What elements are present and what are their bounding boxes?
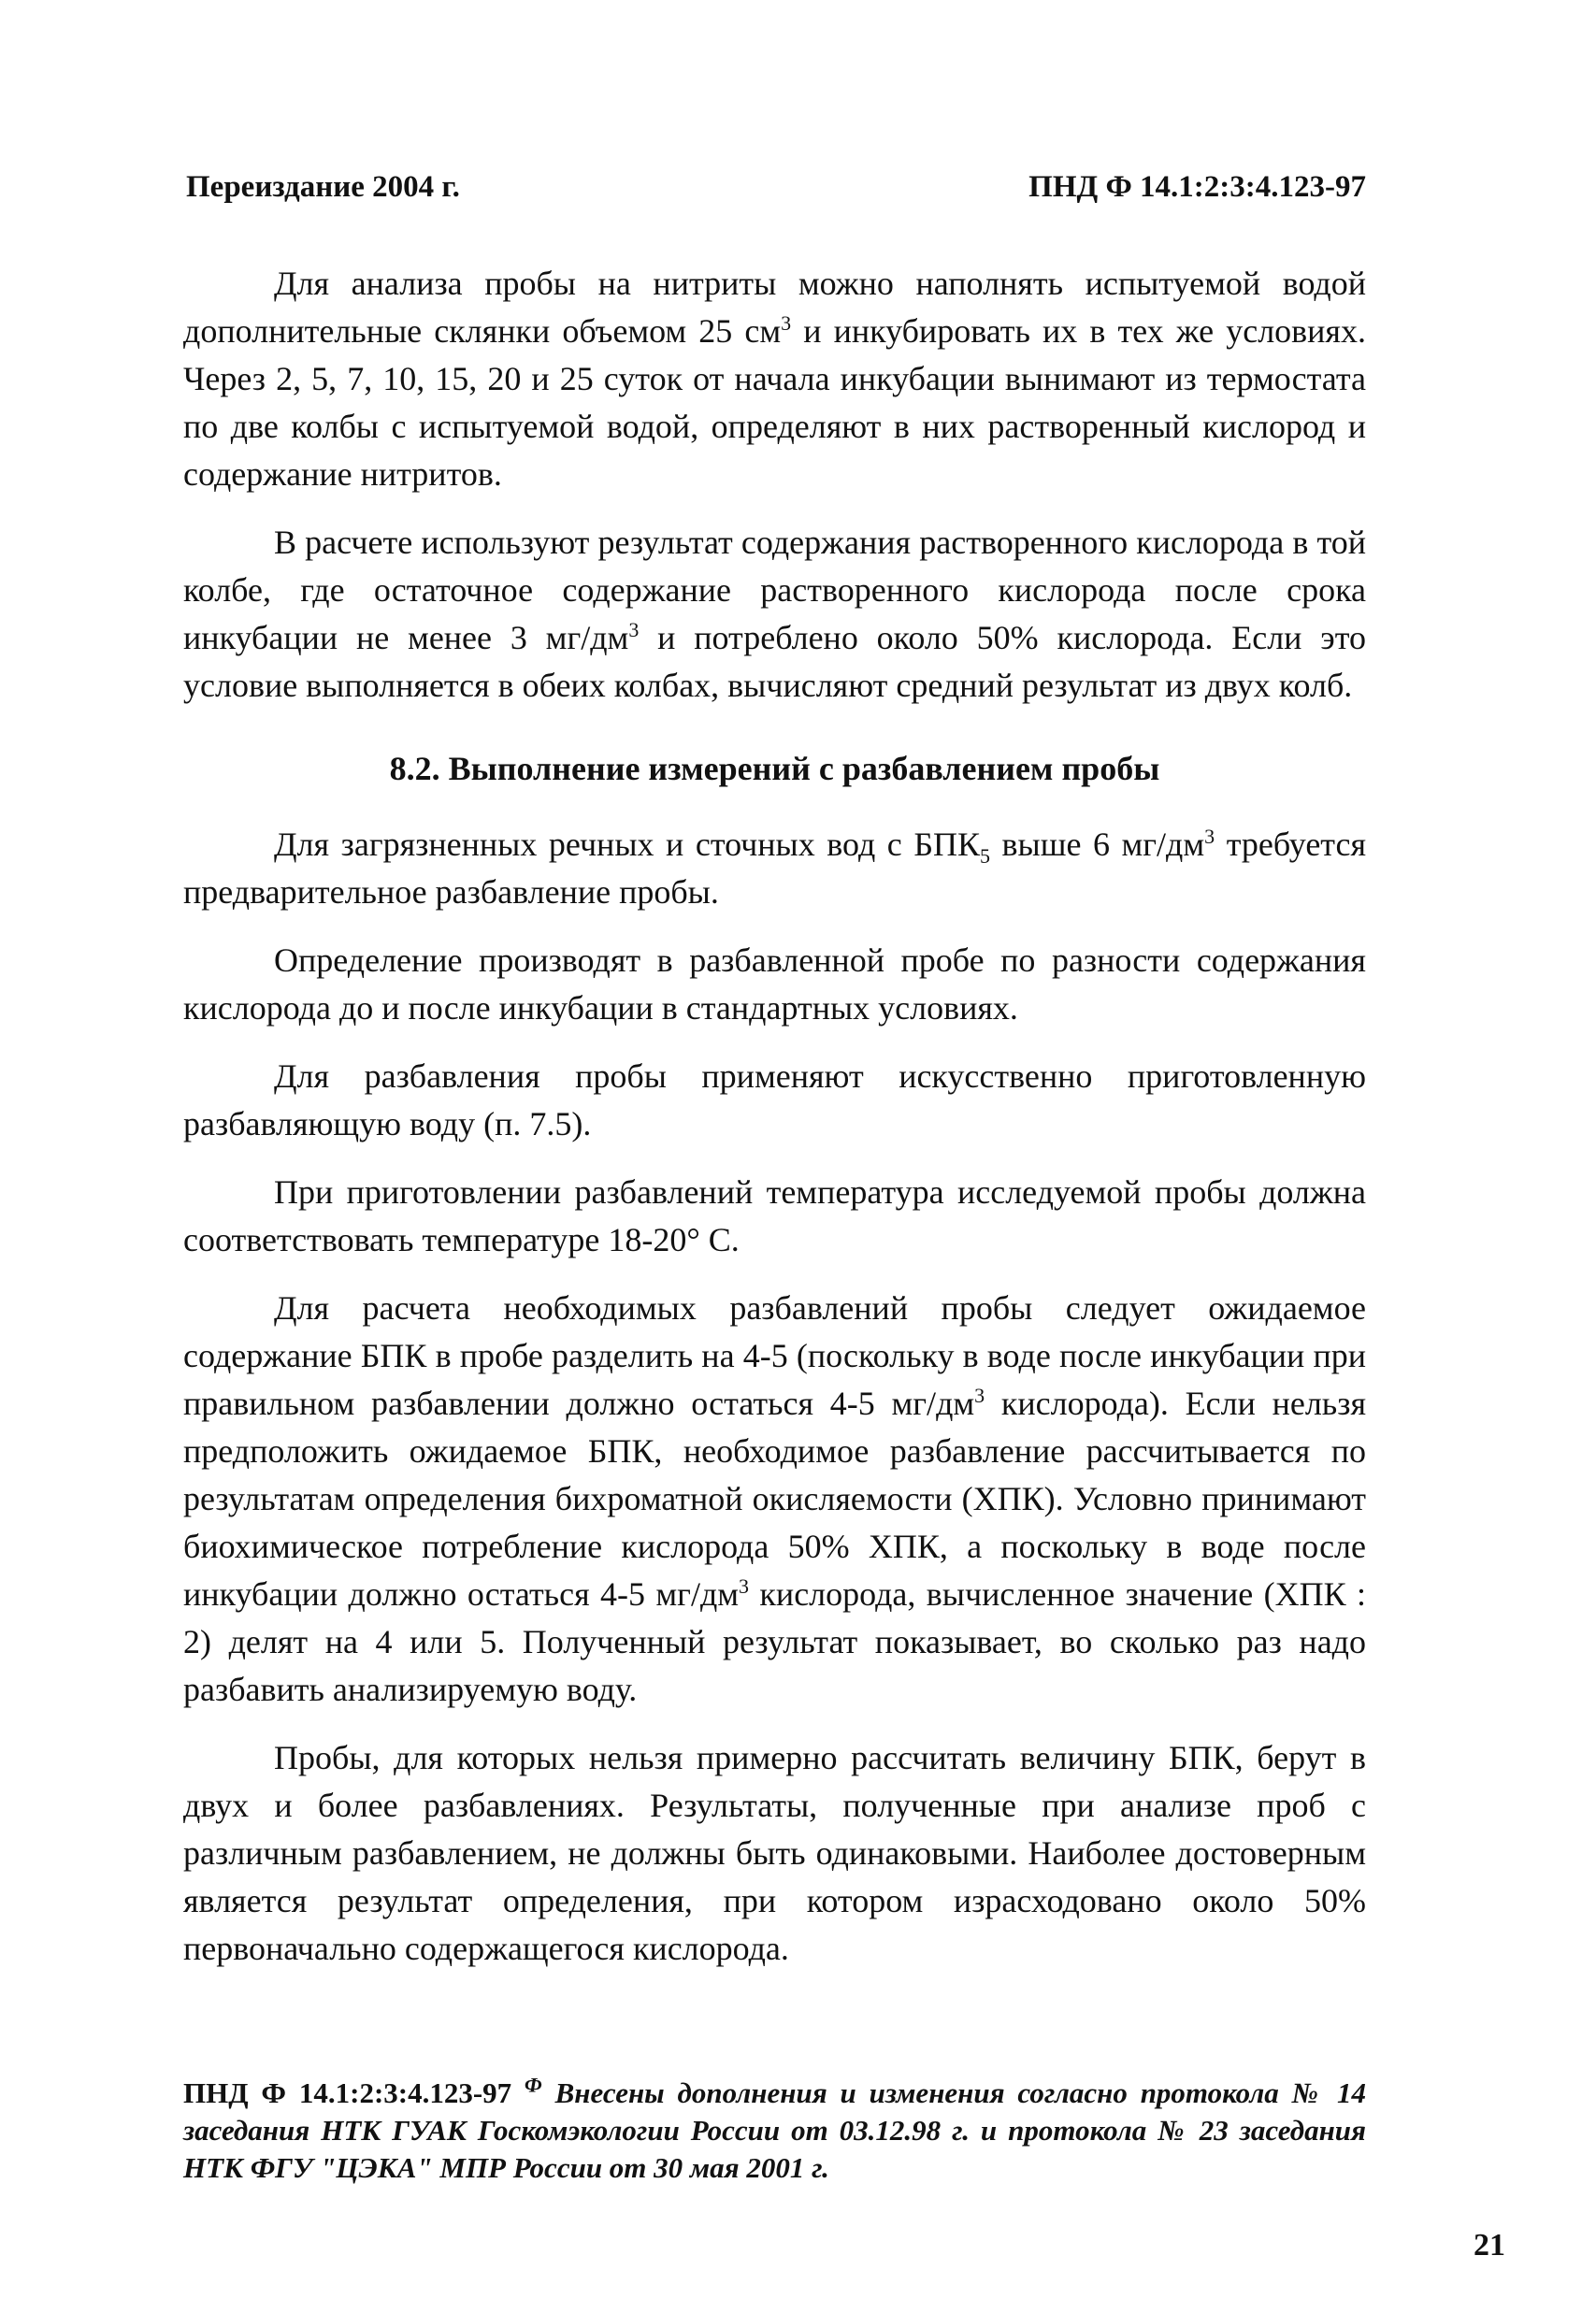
paragraph-oxygen-calculation <box>183 519 1366 710</box>
page-number: 21 <box>1474 2228 1505 2263</box>
paragraph-polluted-water <box>183 821 1366 916</box>
superscript: 3 <box>628 618 640 641</box>
footnote <box>183 2075 1366 2187</box>
paragraph-determination: Определение производят в разбавленной пробе по разности содержания кислорода до и после инкубации в стандартных условиях. <box>183 941 1366 1027</box>
superscript: 3 <box>974 1384 985 1407</box>
superscript: 3 <box>781 311 792 335</box>
text-run: В расчете используют результат содержания растворенного кислорода в той колбе, где остаточное содержание растворенного кислорода после срока инкубации не менее 3 мг/дм <box>183 524 1366 656</box>
paragraph-dilution-water: Для разбавления пробы применяют искусственно приготовленную разбавляющую воду (п. 7.5). <box>183 1057 1366 1142</box>
header-edition: Переиздание 2004 г. <box>186 170 460 204</box>
text-run: Для расчета необходимых разбавлений пробы следует ожидаемое содержание БПК в пробе разделить на 4-5 (поскольку в воде после инкубации при правильном разбавлении должно остаться 4-5 мг/дм <box>183 1289 1366 1422</box>
text-run: требуется предварительное разбавление пробы. <box>183 826 1367 911</box>
text-run: выше 6 мг/дм <box>990 826 1205 863</box>
subscript: 5 <box>980 844 991 869</box>
document-body <box>183 260 1366 1993</box>
superscript: 3 <box>739 1574 750 1598</box>
paragraph-multiple-dilutions: Пробы, для которых нельзя примерно рассчитать величину БПК, берут в двух и более разбавлениях. Результаты, полученные при анализе проб с различным разбавлением, не должны быть одинаковыми. Наиболее достоверным является результат определения, при котором израсходовано около 50% первоначально содержащегося кислорода. <box>183 1739 1366 1967</box>
paragraph-nitrite-analysis <box>183 260 1366 498</box>
text-run: Для анализа пробы на нитриты можно наполнять испытуемой водой дополнительные склянки объемом 25 см <box>183 265 1366 350</box>
paragraph-temperature: При приготовлении разбавлений температура исследуемой пробы должна соответствовать температуре 18-20° С. <box>183 1173 1366 1258</box>
footnote-text: Внесены дополнения и изменения согласно протокола № 14 заседания НТК ГУАК Госкомэкологии России от 03.12.98 г. и протокола № 23 заседания НТК ФГУ "ЦЭКА" МПР России от 30 мая 2001 г. <box>183 2076 1366 2184</box>
superscript: 3 <box>1204 825 1215 848</box>
paragraph-dilution-calculation <box>183 1285 1366 1714</box>
footnote-mark: Ф <box>525 2073 542 2097</box>
text-run: кислорода, вычисленное значение (ХПК : 2) делят на 4 или 5. Полученный результат показывает, во сколько раз надо разбавить анализируемую воду. <box>183 1575 1366 1708</box>
footnote-code: ПНД Ф 14.1:2:3:4.123-97 <box>183 2076 512 2109</box>
text-run: и потреблено около 50% кислорода. Если это условие выполняется в обеих колбах, вычисляют средний результат из двух колб. <box>183 619 1366 704</box>
text-run: Для загрязненных речных и сточных вод с БПК <box>274 826 981 863</box>
header-document-code: ПНД Ф 14.1:2:3:4.123-97 <box>1028 170 1366 204</box>
text-run: кислорода). Если нельзя предположить ожидаемое БПК, необходимое разбавление рассчитывается по результатам определения бихроматной окисляемости (ХПК). Условно принимают биохимическое потребление кислорода 50% ХПК, а поскольку в воде после инкубации должно остаться 4-5 мг/дм <box>183 1385 1366 1613</box>
text-run: и инкубировать их в тех же условиях. Через 2, 5, 7, 10, 15, 20 и 25 суток от начала инкубации вынимают из термостата по две колбы с испытуемой водой, определяют в них растворенный кислород и содержание нитритов. <box>183 312 1366 493</box>
section-title: 8.2. Выполнение измерений с разбавлением пробы <box>389 750 1160 787</box>
